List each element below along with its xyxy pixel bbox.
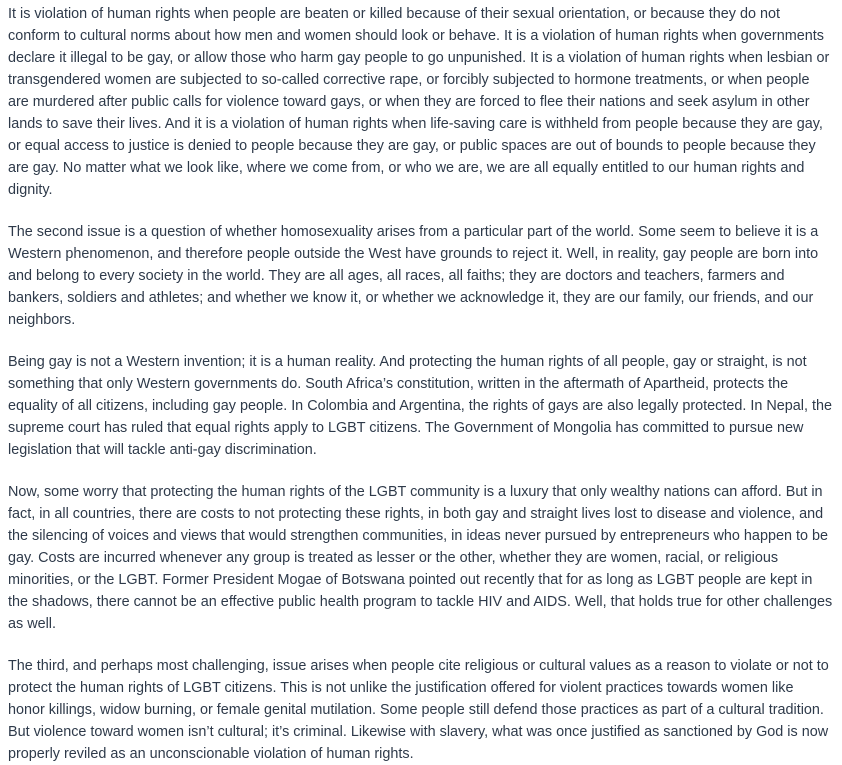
paragraph-3: Being gay is not a Western invention; it is a human reality. And protecting the human rights of all people, gay or straight, is not something that only Western governments do. South Africa’s constitution, written in the aftermath of Apartheid, protects the equality of all citizens, including gay people. In Colombia and Argentina, the rights of gays are also legally protected. In Nepal, the supreme court has ruled that equal rights apply to LGBT citizens. The Government of Mongolia has committed to pursue new legislation that will tackle anti-gay discrimination. (8, 354, 832, 458)
paragraph-2: The second issue is a question of whether homosexuality arises from a particular part of the world. Some seem to believe it is a Western phenomenon, and therefore people outside the West have grounds to reject it. Well, in reality, gay people are born into and belong to every society in the world. They are all ages, all races, all faiths; they are doctors and teachers, farmers and bankers, soldiers and athletes; and whether we know it, or whether we acknowledge it, they are our family, our friends, and our neighbors. (8, 224, 819, 328)
paragraph-4: Now, some worry that protecting the human rights of the LGBT community is a luxury that only wealthy nations can afford. But in fact, in all countries, there are costs to not protecting these rights, in both gay and straight lives lost to disease and violence, and the silencing of voices and views that would strengthen communities, in ideas never pursued by entrepreneurs who happen to be gay. Costs are incurred whenever any group is treated as lesser or the other, whether they are women, racial, or religious minorities, or the LGBT. Former President Mogae of Botswana pointed out recently that for as long as LGBT people are kept in the shadows, there cannot be an effective public health program to tackle HIV and AIDS. Well, that holds true for other challenges as well. (8, 484, 833, 632)
paragraph-5: The third, and perhaps most challenging, issue arises when people cite religious or cultural values as a reason to violate or not to protect the human rights of LGBT citizens. This is not unlike the justification offered for violent practices towards women like honor killings, widow burning, or female genital mutilation. Some people still defend those practices as part of a cultural tradition. But violence toward women isn’t cultural; it’s criminal. Likewise with slavery, what was once justified as sanctioned by God is now properly reviled as an unconscionable violation of human rights. (8, 658, 829, 762)
paragraph-1: It is violation of human rights when people are beaten or killed because of their sexual orientation, or because they do not conform to cultural norms about how men and women should look or behave. It is a violation of human rights when governments declare it illegal to be gay, or allow those who harm gay people to go unpunished. It is a violation of human rights when lesbian or transgendered women are subjected to so-called corrective rape, or forcibly subjected to hormone treatments, or when people are murdered after public calls for violence toward gays, or when they are forced to flee their nations and seek asylum in other lands to save their lives. And it is a violation of human rights when life-saving care is withheld from people because they are gay, or equal access to justice is denied to people because they are gay, or public spaces are out of bounds to people because they are gay. No matter what we look like, where we come from, or who we are, we are all equally entitled to our human rights and dignity. (8, 6, 830, 198)
